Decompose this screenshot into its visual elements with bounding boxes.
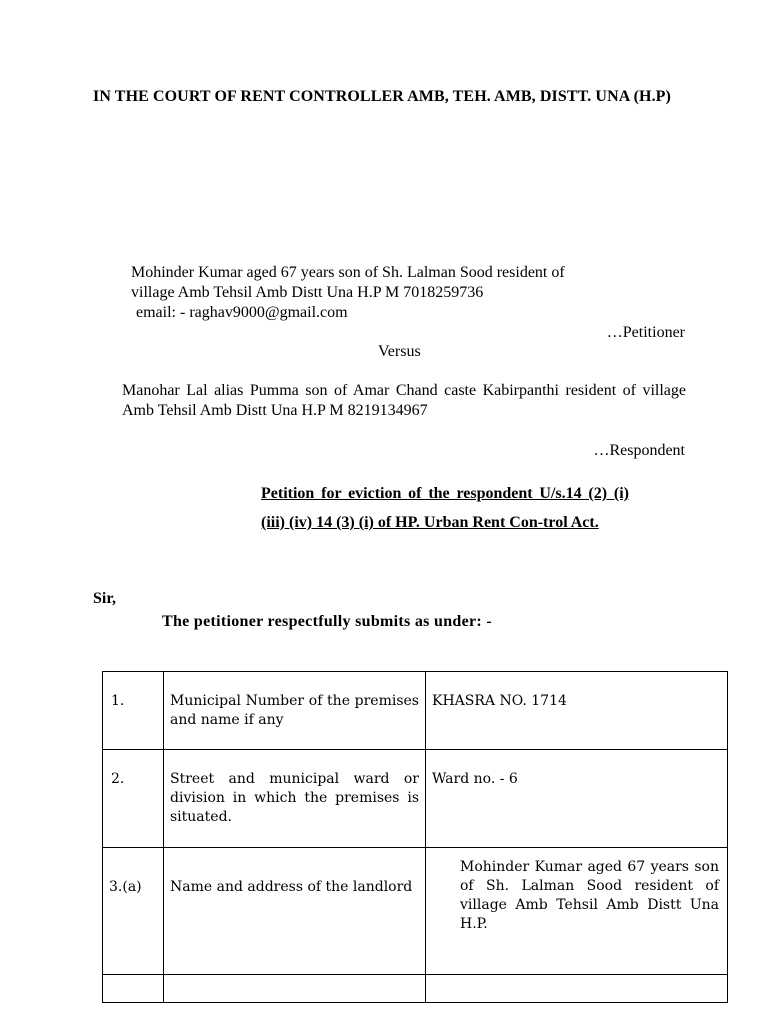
petitioner-line-2: village Amb Tehsil Amb Distt Una H.P M 7018259736 bbox=[131, 284, 484, 301]
versus-label: Versus bbox=[378, 343, 421, 360]
empty-cell bbox=[426, 975, 728, 1003]
intro-statement: The petitioner respectfully submits as under: - bbox=[162, 613, 492, 630]
row-description: Street and municipal ward or division in which the premises is situated. bbox=[164, 750, 426, 848]
petitioner-email: email: - raghav9000@gmail.com bbox=[136, 304, 348, 321]
row-number: 1. bbox=[103, 672, 164, 750]
row-value: Ward no. - 6 bbox=[426, 750, 728, 848]
table-row bbox=[103, 848, 728, 975]
empty-cell bbox=[103, 975, 164, 1003]
petition-title: Petition for eviction of the respondent U/s.14 (2) (i) (iii) (iv) 14 (3) (i) of HP. Urban Rent Con-trol Act. bbox=[261, 485, 629, 531]
respondent-role: …Respondent bbox=[593, 442, 685, 459]
court-heading: IN THE COURT OF RENT CONTROLLER AMB, TEH. AMB, DISTT. UNA (H.P) bbox=[93, 88, 671, 105]
salutation: Sir, bbox=[93, 590, 116, 607]
table-row bbox=[103, 975, 728, 1003]
row-value: Mohinder Kumar aged 67 years son of Sh. Lalman Sood resident of village Amb Tehsil Amb Distt Una H.P. bbox=[426, 848, 728, 975]
row-description: Municipal Number of the premises and name if any bbox=[164, 672, 426, 750]
row-value: KHASRA NO. 1714 bbox=[426, 672, 728, 750]
table-row bbox=[103, 672, 728, 750]
row-number: 2. bbox=[103, 750, 164, 848]
respondent-details: Manohar Lal alias Pumma son of Amar Chand caste Kabirpanthi resident of village Amb Tehsil Amb Distt Una H.P M 8219134967 bbox=[122, 382, 686, 419]
empty-cell bbox=[164, 975, 426, 1003]
row-number: 3.(a) bbox=[103, 848, 164, 975]
table-row bbox=[103, 750, 728, 848]
petitioner-line-1: Mohinder Kumar aged 67 years son of Sh. Lalman Sood resident of bbox=[131, 264, 565, 281]
row-description: Name and address of the landlord bbox=[164, 848, 426, 975]
details-table bbox=[102, 671, 728, 1003]
petitioner-block bbox=[131, 263, 691, 323]
petitioner-role: …Petitioner bbox=[606, 324, 685, 341]
